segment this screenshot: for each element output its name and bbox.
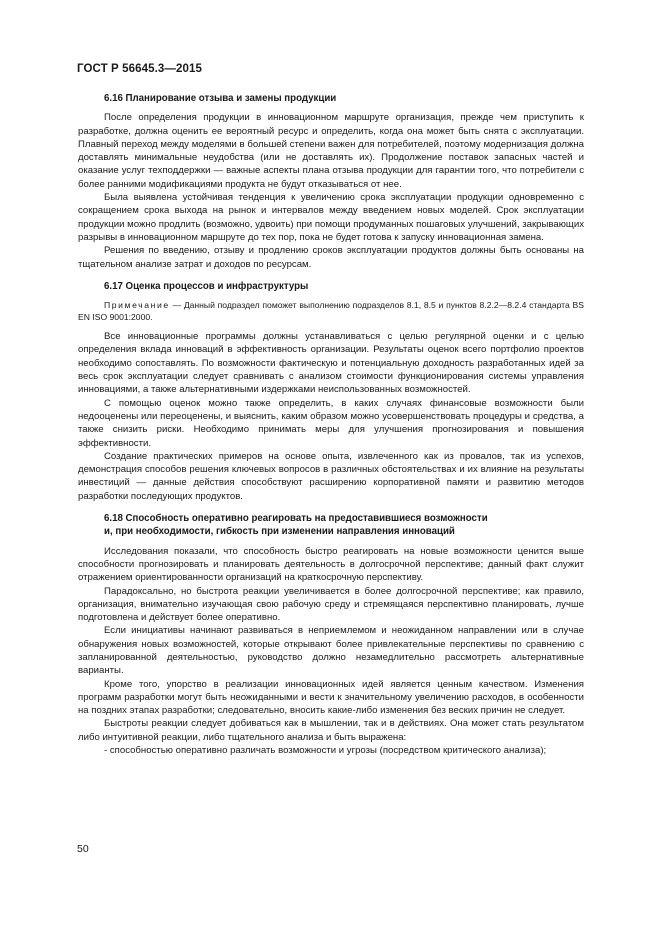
section-6-18-title bbox=[78, 512, 584, 539]
section-6-18-paragraph-1: Исследования показали, что способность быстро реагировать на новые возможности ценится выше способности прогнозировать и планировать деятельность в долгосрочной перспективе; данный факт служит отражением ориентированности организаций на краткосрочную перспективу. bbox=[78, 545, 584, 584]
section-6-17-paragraph-1: Все инновационные программы должны устанавливаться с целью регулярной оценки и с целью определения вклада инноваций в эффективность организации. Результаты оценок всего портфолио проектов необходимо сопоставлять. По возможности фактическую и потенциальную доходность разработанных идей за весь срок эксплуатации следует сравнивать с анализом стоимости функционирования системы управления инновациями, а также альтернативными издержками неиспользованных возможностей. bbox=[78, 331, 584, 396]
section-6-18-title-line-1: 6.18 Способность оперативно реагировать на предоставившиеся возможности bbox=[104, 513, 488, 525]
section-6-16-paragraph-3: Решения по введению, отзыву и продлению сроков эксплуатации продуктов должны быть основаны на тщательном анализе затрат и доходов по ресурсам. bbox=[78, 245, 584, 270]
section-6-16-title: 6.16 Планирование отзыва и замены продукции bbox=[104, 93, 337, 104]
section-6-18-list-item-1: - способностью оперативно различать возможности и угрозы (посредством критического анализа); bbox=[104, 745, 547, 757]
section-6-17-note bbox=[78, 299, 584, 323]
section-6-16-paragraph-2: Была выявлена устойчивая тенденция к увеличению срока эксплуатации продукции одновременно с сокращением срока выхода на рынок и интервалов между введением новых моделей. Срок эксплуатации продукции можно продлить (возможно, удвоить) при помощи продуманных пошаговых улучшений, закрывающих разрывы в инновационном маршруте до тех пор, пока не будет готова к запуску инновационная замена. bbox=[78, 192, 584, 243]
page-number: 50 bbox=[77, 843, 89, 855]
section-6-18-title-line-2: и, при необходимости, гибкость при изменении направления инноваций bbox=[104, 526, 455, 538]
section-6-17-paragraph-2: С помощью оценок можно также определить, в каких случаях финансовые возможности были недооценены или переоценены, и выяснить, каким образом можно усовершенствовать процедуры и средства, а также снизить риски. Необходимо принимать меры для улучшения прогнозирования и повышения эффективности. bbox=[78, 397, 584, 449]
section-6-18-paragraph-3: Если инициативы начинают развиваться в неприемлемом и неожиданном направлении или в случае обнаружения новых возможностей, которые открывают более привлекательные перспективы по сравнению с запланированной деятельностью, руководство должно незамедлительно рассмотреть альтернативные варианты. bbox=[78, 625, 584, 677]
note-label: Примечание bbox=[104, 300, 170, 311]
page-content bbox=[78, 92, 584, 757]
standard-header: ГОСТ Р 56645.3—2015 bbox=[77, 63, 202, 75]
note-text: — Данный подраздел поможет выполнению подразделов 8.1, 8.5 и пунктов 8.2.2—8.2.4 стандарта BS EN ISO 9001:2000. bbox=[78, 300, 584, 323]
section-6-18-paragraph-5: Быстроты реакции следует добиваться как в мышлении, так и в действиях. Она может стать результатом либо интуитивной реакции, либо тщательного анализа и быть выражена: bbox=[78, 718, 584, 743]
section-6-18-paragraph-4: Кроме того, упорство в реализации инновационных идей является ценным качеством. Изменения программ разработки могут быть неожиданными и вести к значительному увеличению расходов, в особенности на поздних этапах разработки; следовательно, вносить какие-либо изменения без веских причин не следует. bbox=[78, 678, 584, 717]
section-6-18-paragraph-2: Парадоксально, но быстрота реакции увеличивается в более долгосрочной перспективе; как правило, организация, внимательно изучающая свою рабочую среду и стремящаяся перспективно планировать, лучше подготовлена и действует более оперативно. bbox=[78, 585, 584, 624]
section-6-16-paragraph-1: После определения продукции в инновационном маршруте организация, прежде чем приступить к разработке, должна оценить ее вероятный ресурс и определить, когда она может быть снята с эксплуатации. Плавный переход между моделями в большей степени важен для потребителей, поэтому модернизация должна доставлять минимальные неудобства (или не доставлять их). Продолжение поставок запасных частей и оказание услуг техподдержки — важные аспекты плана отзыва продукции для гарантии того, что потребители с более ранними модификациями продукта не будут отказываться от нее. bbox=[78, 112, 584, 190]
section-6-17-paragraph-3: Создание практических примеров на основе опыта, извлеченного как из провалов, так из успехов, демонстрация способов решения ключевых вопросов в различных обстоятельствах и их влияние на результаты инвестиций — данные действия способствуют расширению корпоративной памяти и развитию методов разработки последующих продуктов. bbox=[78, 450, 584, 502]
section-6-17-title: 6.17 Оценка процессов и инфраструктуры bbox=[104, 280, 309, 292]
